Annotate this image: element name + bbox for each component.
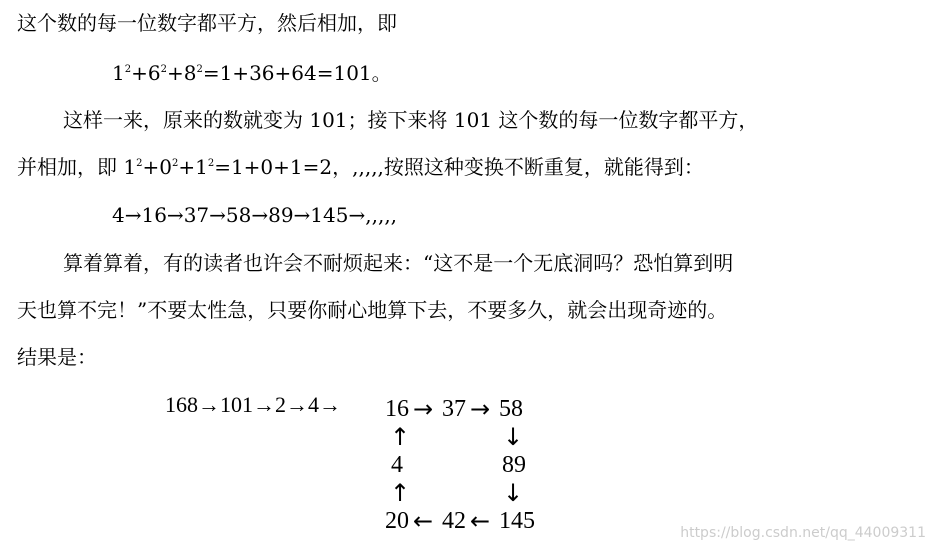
eq-exponent: 2	[171, 158, 179, 169]
cycle-node-16: 16	[385, 396, 409, 422]
cycle-node-42: 42	[442, 508, 466, 534]
cycle-node-89: 89	[502, 452, 526, 478]
cycle-node-58: 58	[499, 396, 523, 422]
eq-exponent: 2	[136, 158, 143, 169]
eq-exponent: 2	[196, 64, 203, 75]
arrow-left-icon: ←	[470, 507, 491, 535]
eq-exponent: 2	[207, 158, 215, 169]
cycle-node-37: 37	[442, 396, 466, 422]
arrow-up-icon: ↑	[390, 423, 411, 451]
cycle-node-4: 4	[391, 452, 403, 478]
arrow-left-icon: ←	[413, 507, 434, 535]
text-segment: +0	[142, 155, 172, 179]
cycle-prefix: 168→101→2→4→	[165, 392, 341, 417]
text-segment: 并相加，即 1	[17, 155, 137, 179]
equation-squares	[112, 61, 392, 85]
paragraph-result: 结果是：	[17, 345, 97, 369]
eq-result: =1+36+64=101。	[202, 61, 392, 85]
cycle-node-145: 145	[499, 508, 535, 534]
paragraph-reader: 算着算着，有的读者也许会不耐烦起来：“这不是一个无底洞吗？恐怕算到明	[63, 251, 734, 275]
watermark: https://blog.csdn.net/qq_44009311	[680, 525, 926, 541]
text-segment: =1+0+1=2，,,,,,按照这种变换不断重复，就能得到：	[214, 155, 704, 179]
arrow-right-icon: →	[413, 395, 434, 423]
arrow-right-icon: →	[470, 395, 491, 423]
number-sequence: 4→16→37→58→89→145→,,,,,	[112, 203, 398, 227]
arrow-up-icon: ↑	[390, 479, 411, 507]
text-segment: +1	[178, 155, 208, 179]
paragraph-intro: 这个数的每一位数字都平方，然后相加，即	[17, 11, 397, 35]
arrow-down-icon: ↓	[503, 423, 524, 451]
eq-term: +6	[131, 61, 161, 85]
eq-term: 1	[112, 61, 125, 85]
paragraph-patience: 天也算不完！”不要太性急，只要你耐心地算下去，不要多久，就会出现奇迹的。	[17, 298, 728, 322]
eq-exponent: 2	[124, 64, 132, 75]
eq-exponent: 2	[160, 64, 167, 75]
eq-term: +8	[166, 61, 197, 85]
paragraph-transform: 这样一来，原来的数就变为 101；接下来将 101 这个数的每一位数字都平方，	[63, 108, 759, 132]
arrow-down-icon: ↓	[503, 479, 524, 507]
paragraph-repeat	[17, 155, 704, 179]
cycle-node-20: 20	[385, 508, 409, 534]
